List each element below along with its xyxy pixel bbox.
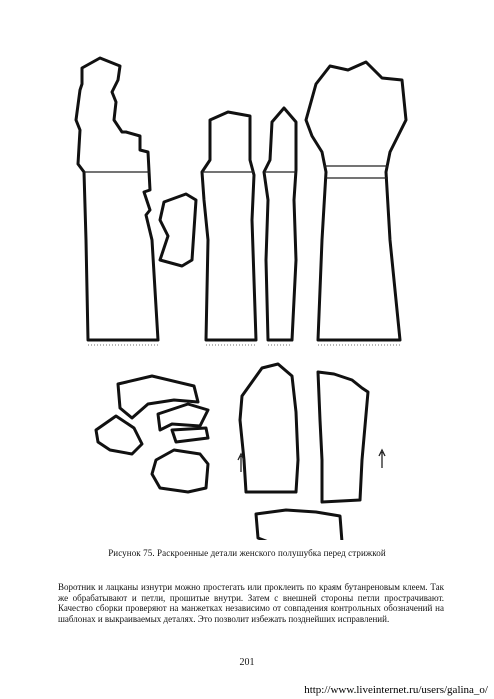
side-piece-2 bbox=[264, 108, 296, 345]
sleeve-pieces bbox=[240, 364, 368, 540]
side-piece-1 bbox=[202, 112, 256, 345]
pocket-piece bbox=[160, 194, 196, 266]
front-piece bbox=[76, 58, 158, 345]
page-number: 201 bbox=[239, 657, 255, 668]
back-piece bbox=[306, 62, 406, 345]
figure-caption: Рисунок 75. Раскроенные детали женского полушубка перед стрижкой bbox=[108, 548, 386, 558]
collar-pieces bbox=[96, 376, 208, 492]
pattern-pieces-figure bbox=[60, 40, 440, 540]
body-paragraph: Воротник и лацканы изнутри можно простегать или проклеить по краям бутанреновым клеем. Так же обрабатывают и петли, прошитые внутри. Затем с внешней стороны петли прострачивают. Качество сборки проверяют на манжетках независимо от совпадения контрольных обозначений на шаблонах и выкраиваемых деталях. Это позволит избежать позднейших исправлений. bbox=[58, 582, 444, 625]
watermark-url[interactable]: http://www.liveinternet.ru/users/galina_o/ bbox=[304, 684, 488, 696]
grain-arrow-right-icon bbox=[379, 450, 385, 468]
